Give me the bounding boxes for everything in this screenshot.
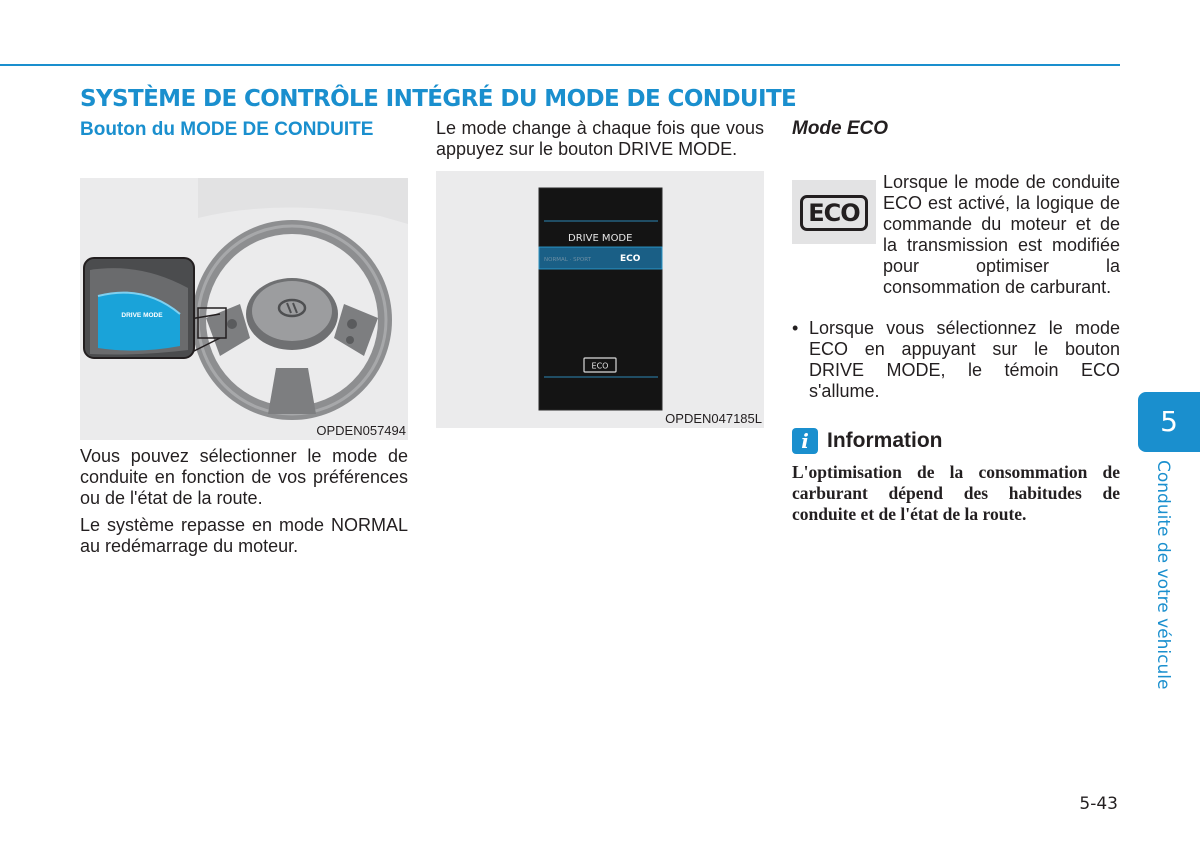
header-rule bbox=[0, 64, 1120, 66]
paragraph: Vous pouvez sélectionner le mode de conduite en fonction de vos préférences ou de l'état de la route. bbox=[80, 446, 408, 508]
paragraph: Le système repasse en mode NORMAL au redémarrage du moteur. bbox=[80, 515, 408, 556]
cluster-display-illustration bbox=[436, 171, 764, 428]
paragraph: Le mode change à chaque fois que vous appuyez sur le bouton DRIVE MODE. bbox=[436, 118, 764, 159]
section-title: SYSTÈME DE CONTRÔLE INTÉGRÉ DU MODE DE CONDUITE bbox=[80, 86, 797, 112]
steering-wheel-figure bbox=[80, 178, 408, 440]
steering-wheel-illustration bbox=[80, 178, 408, 440]
mode-eco-title: Mode ECO bbox=[792, 118, 889, 139]
drive-mode-button-label: DRIVE MODE bbox=[121, 312, 163, 319]
bullet-text: Lorsque vous sélectionnez le mode ECO en appuyant sur le bouton DRIVE MODE, le témoin ECO s'allume. bbox=[809, 318, 1120, 401]
display-selected-mode: ECO bbox=[620, 254, 641, 264]
eco-indicator-icon bbox=[792, 180, 876, 244]
information-text: L'optimisation de la consommation de carburant dépend des habitudes de conduite et de l'état de la route. bbox=[792, 462, 1120, 524]
eco-section bbox=[792, 144, 1120, 318]
list-item bbox=[792, 318, 1120, 402]
figure-caption: OPDEN057494 bbox=[316, 423, 406, 438]
information-label: Information bbox=[827, 429, 943, 452]
chapter-label bbox=[1153, 460, 1177, 690]
column-middle bbox=[436, 118, 764, 428]
display-title: DRIVE MODE bbox=[568, 233, 633, 244]
column-left bbox=[80, 118, 408, 557]
display-options: NORMAL · SPORT bbox=[544, 257, 591, 263]
bullet-mark: • bbox=[792, 318, 799, 338]
chapter-label-text: Conduite de votre véhicule bbox=[1153, 460, 1173, 690]
info-icon: i bbox=[792, 428, 818, 454]
subsection-title: Bouton du MODE DE CONDUITE bbox=[80, 119, 374, 140]
column-right bbox=[792, 118, 1120, 525]
page-number: 5-43 bbox=[1079, 794, 1118, 814]
information-heading bbox=[792, 428, 1120, 454]
chapter-tab: 5 bbox=[1138, 392, 1200, 452]
figure-caption: OPDEN047185L bbox=[665, 411, 762, 426]
cluster-display-figure bbox=[436, 171, 764, 428]
eco-description: Lorsque le mode de conduite ECO est activé, la logique de commande du moteur et de la transmission est modifiée pour optimiser la consommation de carburant. bbox=[883, 172, 1120, 297]
eco-indicator: ECO bbox=[591, 361, 609, 371]
eco-symbol: ECO bbox=[800, 195, 868, 231]
